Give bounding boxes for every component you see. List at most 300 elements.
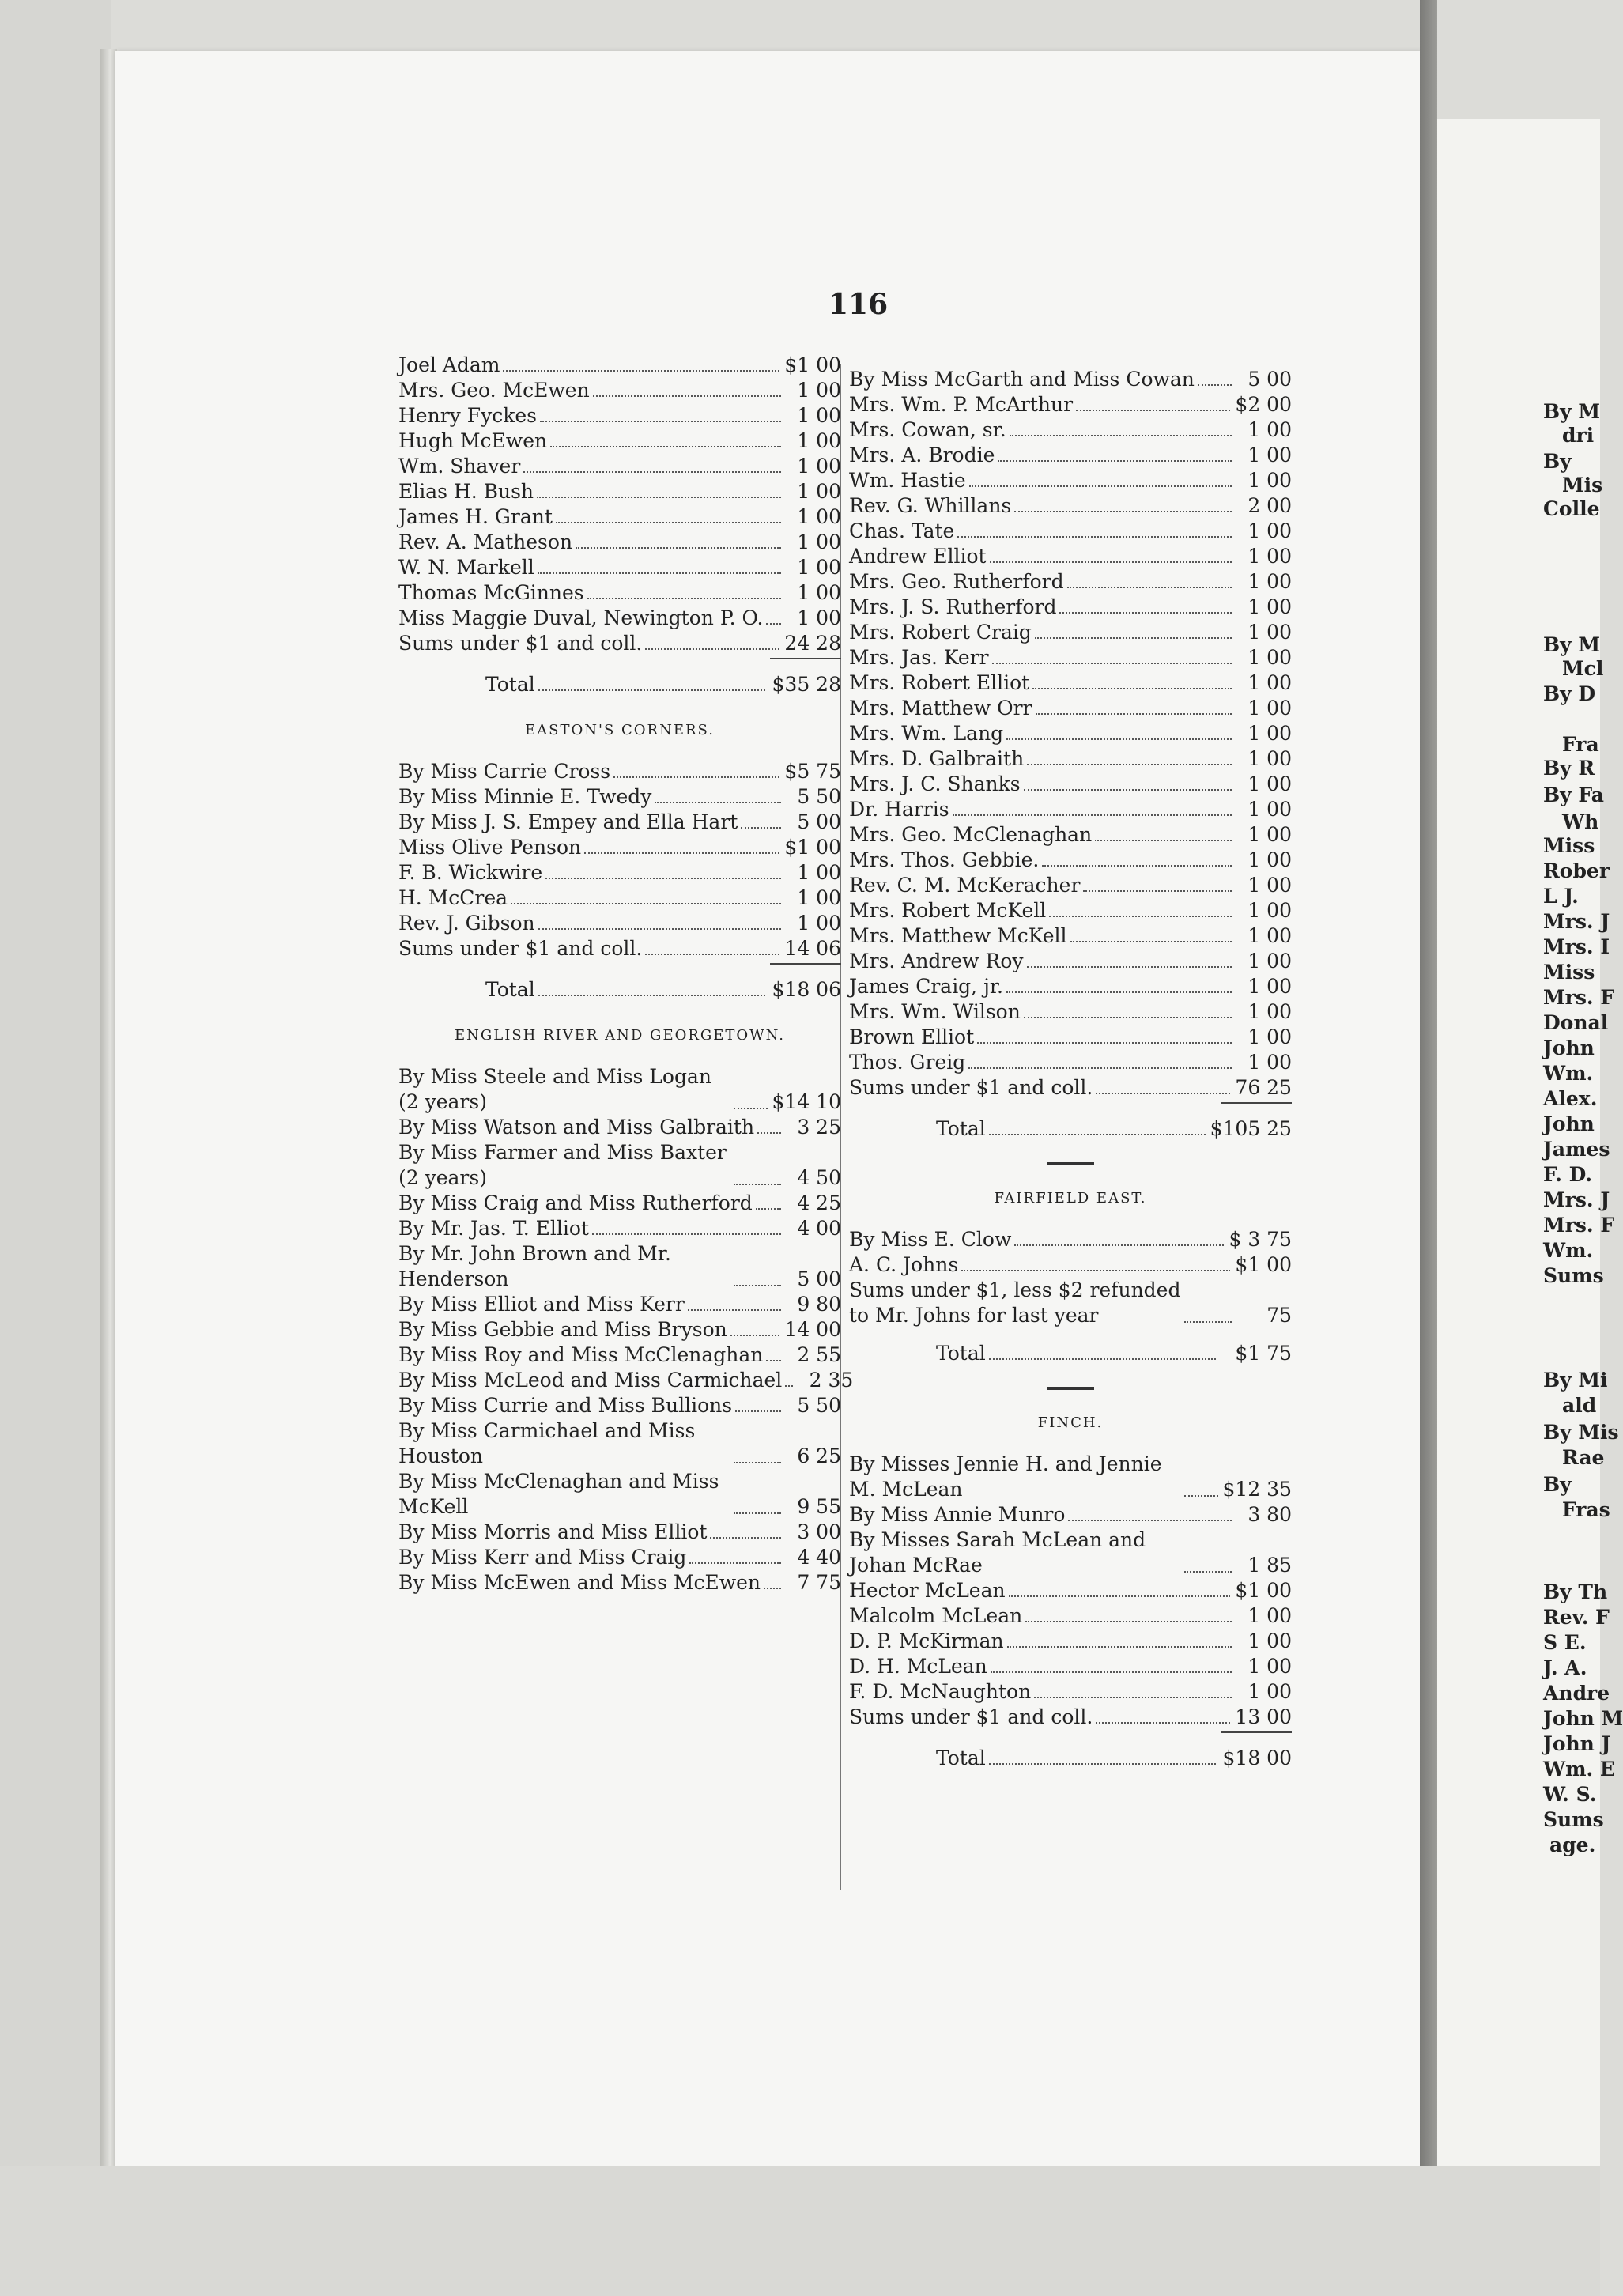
section-title-finch: FINCH. [1037,1414,1104,1431]
subscriber-list-english-river [398,1064,854,1595]
list-item [398,479,841,504]
entry-amount: 76 25 [1235,1076,1292,1099]
list-item [849,1679,1292,1705]
leader-dots [1067,587,1232,588]
list-item [849,999,1292,1025]
entry-amount: 1 00 [797,531,841,553]
entry-name: Wm. Hastie [849,469,966,492]
entry-name: Thos. Greig [849,1051,966,1074]
subscriber-list-eastons-corners [398,759,841,961]
leader-dots [645,648,779,650]
facing-page-fragment: dri [1562,424,1595,447]
entry-name: By Mr. Jas. T. Elliot [398,1217,590,1240]
list-item [398,580,841,606]
facing-page-fragment: Miss [1543,961,1595,984]
leader-dots [503,370,779,372]
entry-amount: 5 00 [797,1267,841,1290]
list-item [398,1520,841,1545]
entry-amount: 1 00 [1247,646,1292,669]
entry-amount: 1 00 [1247,848,1292,871]
entry-amount: 1 00 [797,886,841,909]
total-amount: $105 25 [1210,1117,1292,1140]
entry-amount: $1 00 [1235,1253,1292,1276]
facing-page-fragment: W. S. [1543,1783,1597,1806]
entry-name: By Miss McLeod and Miss Carmichael [398,1369,783,1392]
leader-dots [538,689,765,691]
entry-amount: 1 00 [1247,545,1292,568]
left-column [398,353,854,1595]
leader-dots [757,1132,781,1134]
entry-name: Mrs. Thos. Gebbie. [849,848,1040,871]
entry-name: Rev. A. Matheson [398,531,573,553]
leader-dots [734,1462,781,1463]
total-row [398,977,841,1003]
list-item [849,569,1292,595]
total-amount: $18 00 [1222,1747,1292,1769]
facing-page-fragment: Wm. [1543,1239,1594,1262]
list-item [849,1050,1292,1075]
list-item [849,1227,1292,1252]
list-item [849,645,1292,670]
leader-dots [1184,1321,1232,1323]
facing-page-fragment: Mrs. F [1543,1214,1615,1237]
list-item [849,746,1292,772]
list-item [849,1502,1292,1528]
entry-name: Mrs. Geo. McClenaghan [849,823,1093,846]
list-item [398,1216,841,1241]
facing-page-fragment: Mrs. J [1543,1188,1610,1211]
leader-dots [766,1360,781,1361]
leader-dots [1096,1722,1230,1724]
facing-page-fragment: Mis [1562,474,1603,497]
facing-page-fragment: By R [1543,757,1595,780]
entry-name: By Miss Steele and Miss Logan (2 years) [398,1065,711,1113]
list-item [849,620,1292,645]
entry-name: F. B. Wickwire [398,861,543,884]
list-item [849,519,1292,544]
total-row [849,1341,1292,1366]
facing-page-fragment: James [1543,1138,1610,1161]
leader-dots [556,522,781,523]
leader-dots [953,814,1232,816]
list-item [849,1075,1292,1101]
entry-amount: 1 00 [797,505,841,528]
entry-name: Thomas McGinnes [398,581,584,604]
facing-page-fragment: F. D. [1543,1163,1593,1186]
entry-amount: 1 00 [1247,1604,1292,1627]
facing-page-fragment: Miss [1543,834,1595,857]
facing-page-fragment: Wh [1562,810,1599,833]
facing-page-fragment: ald [1562,1394,1597,1417]
list-item [398,1342,841,1368]
facing-page-fragment: Wm. [1543,1062,1594,1085]
leader-dots [1014,511,1232,512]
entry-name: Rev. J. Gibson [398,912,535,935]
entry-name: Rev. G. Whillans [849,494,1012,517]
list-item [849,670,1292,696]
entry-name: By Miss Minnie E. Twedy [398,785,652,808]
entry-amount: 1 00 [1247,1000,1292,1023]
entry-amount: 1 00 [1247,747,1292,770]
entry-name: Mrs. Wm. Lang [849,722,1004,745]
entry-amount: 1 00 [797,480,841,503]
total-label: Total [485,978,535,1001]
facing-page-fragment: Mrs. I [1543,935,1610,958]
leader-dots [1184,1571,1232,1573]
entry-amount: 4 40 [797,1546,841,1569]
entry-name: James Craig, jr. [849,975,1003,998]
entry-name: D. H. McLean [849,1655,987,1678]
leader-dots [511,903,781,904]
list-item [849,923,1292,949]
subscriber-list-finch [849,1452,1292,1730]
facing-page-fragment: Fras [1562,1498,1610,1521]
entry-name: By Miss Watson and Miss Galbraith [398,1116,755,1139]
entry-name: By Miss Elliot and Miss Kerr [398,1293,685,1316]
entry-amount: 2 00 [1247,494,1292,517]
entry-name: Mrs. Matthew Orr [849,697,1032,719]
entry-name: Mrs. Robert McKell [849,899,1047,922]
leader-dots [613,776,779,778]
leader-dots [968,1067,1232,1069]
leader-dots [593,395,781,397]
entry-amount: 1 00 [1247,798,1292,821]
leader-dots [540,421,781,422]
entry-name: Mrs. J. S. Rutherford [849,595,1057,618]
list-item [398,1393,841,1418]
leader-dots [734,1108,768,1109]
list-item [398,810,841,835]
list-item [849,949,1292,974]
leader-dots [734,1285,781,1286]
entry-name: By Miss Farmer and Miss Baxter (2 years) [398,1141,727,1189]
entry-name: Chas. Tate [849,519,955,542]
entry-amount: 7 75 [797,1571,841,1594]
facing-page-fragment: Rober [1543,859,1610,882]
facing-page-fragment: By [1543,450,1572,473]
list-item [398,631,841,656]
entry-amount: $1 00 [1235,1579,1292,1602]
entry-amount: 1 00 [797,404,841,427]
total-label: Total [485,673,535,696]
facing-page-fragment: By D [1543,682,1596,705]
leader-dots [1068,1520,1232,1521]
list-item [398,835,841,860]
list-item [849,721,1292,746]
entry-name: A. C. Johns [849,1253,959,1276]
entry-amount: 1 00 [797,429,841,452]
entry-name: Andrew Elliot [849,545,987,568]
entry-amount: 1 00 [1247,975,1292,998]
leader-dots [538,995,765,996]
entry-amount: $5 75 [784,760,841,783]
section-separator [1047,1387,1094,1390]
entry-amount: 1 00 [1247,570,1292,593]
list-item [398,1292,841,1317]
entry-name: Mrs. Robert Elliot [849,671,1030,694]
leader-dots [538,572,781,574]
facing-page-fragment: John [1543,1112,1595,1135]
list-item [398,1545,841,1570]
entry-name: Sums under $1 and coll. [398,632,643,655]
list-item [398,530,841,555]
facing-page-fragment: Rae [1562,1446,1605,1469]
entry-amount: 1 85 [1247,1554,1292,1577]
leader-dots [764,1588,781,1589]
list-item [849,797,1292,822]
facing-page-fragment: Sums [1543,1264,1604,1287]
leader-dots [1010,435,1232,436]
sum-rule [770,658,841,659]
leader-dots [1027,966,1232,968]
leader-dots [969,485,1232,487]
entry-amount: 4 25 [797,1191,841,1214]
entry-name: Mrs. Cowan, sr. [849,418,1006,441]
entry-amount: 1 00 [1247,950,1292,972]
entry-name: By Miss McClenaghan and Miss McKell [398,1470,719,1518]
entry-amount: 3 80 [1247,1503,1292,1526]
list-item [849,1452,1292,1502]
entry-name: D. P. McKirman [849,1629,1004,1652]
entry-name: Wm. Shaver [398,455,521,478]
entry-name: By Misses Jennie H. and Jennie M. McLean [849,1452,1162,1501]
leader-dots [523,471,781,473]
list-item [849,544,1292,569]
list-item [849,493,1292,519]
entry-name: By Miss McGarth and Miss Cowan [849,368,1195,391]
entry-name: By Miss E. Clow [849,1228,1012,1251]
entry-amount: 9 80 [797,1293,841,1316]
leader-dots [1036,713,1232,715]
entry-name: By Miss Carmichael and Miss Houston [398,1419,696,1467]
leader-dots [1009,1595,1231,1597]
entry-amount: 2 35 [809,1369,854,1392]
entry-name: Dr. Harris [849,798,949,821]
leader-dots [710,1537,781,1539]
entry-amount: $12 35 [1222,1478,1292,1501]
list-item [398,353,841,378]
list-item [849,1654,1292,1679]
list-item [849,595,1292,620]
entry-amount: 1 00 [1247,899,1292,922]
entry-name: By Miss McEwen and Miss McEwen [398,1571,761,1594]
leader-dots [545,878,781,879]
entry-name: Mrs. Jas. Kerr [849,646,989,669]
entry-name: Sums under $1 and coll. [398,937,643,960]
leader-dots [756,1208,781,1210]
entry-amount: 1 00 [1247,823,1292,846]
entry-name: Mrs. A. Brodie [849,444,995,466]
entry-amount: 6 25 [797,1444,841,1467]
entry-amount: 1 00 [797,861,841,884]
entry-name: Mrs. Robert Craig [849,621,1032,644]
list-item [398,1115,841,1140]
leader-dots [689,1562,781,1564]
section-title-fairfield-east: FAIRFIELD EAST. [994,1190,1147,1207]
entry-name: By Miss Craig and Miss Rutherford [398,1191,753,1214]
entry-name: Miss Olive Penson [398,836,582,859]
list-item [398,1418,841,1469]
total-amount: $18 06 [772,978,841,1001]
list-item [398,403,841,429]
entry-amount: 1 00 [1247,1680,1292,1703]
facing-page-fragment: Mrs. F [1543,986,1615,1009]
entry-amount: 13 00 [1235,1705,1292,1728]
leader-dots [1024,1017,1232,1018]
entry-amount: 1 00 [1247,772,1292,795]
leader-dots [1042,865,1232,867]
facing-page-fragment: Wm. E [1543,1758,1615,1781]
list-item [398,1064,841,1115]
total-label: Total [936,1342,986,1365]
entry-name: Hugh McEwen [398,429,548,452]
entry-amount: 1 00 [797,379,841,402]
facing-page-fragment: Sums [1543,1808,1604,1831]
entry-amount: 1 00 [797,455,841,478]
entry-amount: 1 00 [1247,671,1292,694]
facing-page-fragment: age. [1549,1833,1596,1856]
facing-page-fragment: By Fa [1543,784,1604,806]
total-amount: $1 75 [1235,1342,1292,1365]
entry-amount: 1 00 [1247,444,1292,466]
facing-page-fragment: By Th [1543,1580,1608,1603]
entry-amount: 1 00 [1247,1629,1292,1652]
entry-amount: 1 00 [1247,722,1292,745]
leader-dots [741,827,781,829]
list-item [849,772,1292,797]
total-label: Total [936,1117,986,1140]
entry-name: By Miss Kerr and Miss Craig [398,1546,687,1569]
entry-amount: 4 00 [797,1217,841,1240]
sum-rule [1221,1731,1292,1733]
leader-dots [1198,384,1232,386]
entry-name: Malcolm McLean [849,1604,1023,1627]
leader-dots [592,1233,781,1235]
list-item [849,417,1292,443]
list-item [849,1252,1292,1278]
leader-dots [990,561,1232,563]
leader-dots [989,1358,1216,1360]
entry-amount: 1 00 [1247,1025,1292,1048]
entry-name: By Mr. John Brown and Mr. Henderson [398,1242,671,1290]
entry-name: Sums under $1, less $2 refunded to Mr. Johns for last year [849,1278,1181,1327]
entry-name: Miss Maggie Duval, Newington P. O. [398,606,764,629]
list-item [849,443,1292,468]
facing-page-fragment: By Mi [1543,1369,1608,1392]
entry-name: Mrs. Matthew McKell [849,924,1067,947]
facing-page-fragment: Mrs. J [1543,910,1610,933]
entry-name: Mrs. Andrew Roy [849,950,1024,972]
leader-dots [1083,890,1232,892]
leader-dots [645,954,779,955]
list-item [849,696,1292,721]
leader-dots [977,1042,1232,1044]
leader-dots [1095,840,1232,841]
entry-name: Mrs. Wm. P. McArthur [849,393,1074,416]
facing-page-fragment: By M [1543,400,1601,423]
entry-amount: 14 06 [784,937,841,960]
entry-amount: 5 00 [1247,368,1292,391]
leader-dots [1014,1244,1224,1246]
leader-dots [655,802,781,803]
list-item [849,822,1292,848]
entry-name: Mrs. Wm. Wilson [849,1000,1021,1023]
list-item [849,1603,1292,1629]
list-item [849,898,1292,923]
entry-name: Joel Adam [398,353,500,376]
list-item [398,378,841,403]
entry-amount: 1 00 [1247,1051,1292,1074]
total-label: Total [936,1747,986,1769]
facing-page-fragment: Donal [1543,1011,1609,1034]
right-column [849,367,1292,1779]
facing-page-fragment: Colle [1543,497,1600,520]
entry-amount: 14 00 [784,1318,841,1341]
list-item [849,1629,1292,1654]
list-item [849,1025,1292,1050]
entry-amount: 1 00 [1247,924,1292,947]
facing-page-fragment: Alex. [1543,1087,1598,1110]
leader-dots [961,1270,1230,1271]
entry-name: By Miss Currie and Miss Bullions [398,1394,733,1417]
entry-name: Rev. C. M. McKeracher [849,874,1081,897]
leader-dots [576,547,781,549]
leader-dots [785,1385,793,1387]
facing-page-fragment: By Mis [1543,1421,1619,1444]
facing-page-fragment: John J [1543,1732,1611,1755]
entry-amount: 75 [1266,1304,1292,1327]
list-item [849,848,1292,873]
leader-dots [730,1335,780,1336]
facing-page-fragment: By [1543,1473,1572,1496]
leader-dots [1035,637,1232,639]
leader-dots [734,1512,781,1514]
leader-dots [957,536,1232,538]
entry-amount: 1 00 [797,581,841,604]
entry-name: By Miss Roy and Miss McClenaghan [398,1343,764,1366]
entry-name: Elias H. Bush [398,480,534,503]
entry-name: By Miss J. S. Empey and Ella Hart [398,810,738,833]
leader-dots [1027,764,1232,765]
entry-name: By Misses Sarah McLean and Johan McRae [849,1528,1146,1577]
list-item [398,936,841,961]
section-separator [1047,1162,1094,1165]
leader-dots [735,1410,781,1412]
entry-amount: $1 00 [784,353,841,376]
total-row [398,672,841,697]
list-item [398,1241,841,1292]
list-item [398,1191,841,1216]
leader-dots [538,928,781,930]
leader-dots [1059,612,1232,614]
entry-amount: 5 00 [797,810,841,833]
entry-amount: $1 00 [784,836,841,859]
entry-amount: $ 3 75 [1229,1228,1292,1251]
list-item [398,1469,841,1520]
total-row [849,1116,1292,1142]
entry-name: Mrs. Geo. Rutherford [849,570,1064,593]
leader-dots [989,1763,1216,1765]
entry-amount: 1 00 [1247,697,1292,719]
leader-dots [550,446,781,447]
entry-name: Mrs. D. Galbraith [849,747,1025,770]
entry-name: By Miss Gebbie and Miss Bryson [398,1318,727,1341]
book-spine [100,49,117,2184]
list-item [849,1705,1292,1730]
leader-dots [998,460,1232,462]
entry-amount: 1 00 [1247,595,1292,618]
subscriber-list-continued [849,367,1292,1101]
